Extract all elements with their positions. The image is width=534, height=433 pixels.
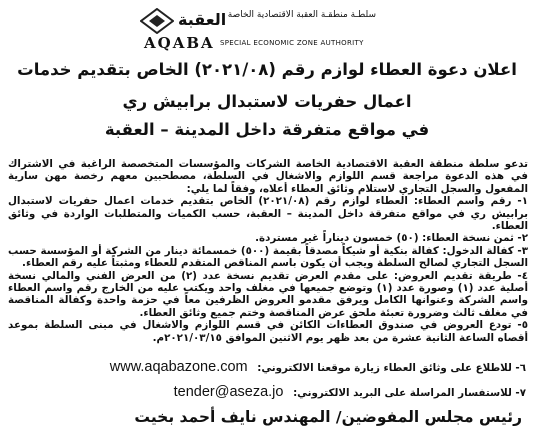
item-3: ٣- كفالة الدخول: كفالة بنكية أو شيكاً مصدقاً بقيمة (٥٠٠) خمسمائة دينار من الشركة أو المؤسسة حسب السجل التجاري لصالح السلطة ويجب أن يكون باسم المناقص المتقدم للعطاء ومثبتاً عليه رقم العطاء.	[8, 244, 528, 270]
item-4: ٤- طريقة تقديم العروض: على مقدم العرض تقديم نسخة عدد (٢) من العرض الفني والمالي نسخة أصلية عدد (١) وصورة عدد (١) وتوضع جميعها في مغلف واحد ويكتب عليه من الخارج رقم واسم العطاء واسم الشركة وعنوانها الكامل ويرفق مقدمو العروض الظرفين معاً في حزمة واحدة وكفالة المناقصة في مغلف ثالث وضرورة تعبئة ملحق عرض المناقصة وختم جميع وثائق العطاء.	[8, 269, 528, 319]
intro-paragraph: تدعو سلطة منطقة العقبة الاقتصادية الخاصة الشركات والمؤسسات المتخصصة الراغبة في الاشتراك في هذه الدعوة مراجعة قسم اللوازم والاشغال في السلطة، مصطحبين معهم رخصة مهن سارية المفعول والسجل التجاري لاستلام وثائق العطاء أعلاه، وفقاً لما يلي:	[8, 158, 528, 195]
aseza-logo	[0, 4, 534, 56]
item-2: ٢- ثمن نسخة العطاء: (٥٠) خمسون ديناراً غير مستردة.	[255, 232, 528, 245]
signature-line: رئيس مجلس المفوضين/ المهندس نايف أحمد بخيت	[134, 408, 522, 426]
item-6-label: ٦- للاطلاع على وثائق العطاء زيارة موقعنا الالكتروني:	[257, 362, 526, 374]
item-5: ٥- تودع العروض في صندوق العطاءات الكائن في قسم اللوازم والاشغال في مبنى السلطة بموعد أقصاه الساعة الثانية عشرة من بعد ظهر يوم الاثنين الموافق ٢٠٢١/٠٣/١٥م.	[8, 319, 528, 344]
announcement-subtitle: اعمال حفريات لاستبدال برابيش ري	[122, 92, 412, 111]
item-6	[110, 359, 526, 375]
email-link[interactable]: tender@aseza.jo	[173, 384, 284, 400]
item-7-label: ٧- للاستفسار المراسلة على البريد الالكتروني:	[293, 387, 526, 399]
item-7	[174, 384, 526, 400]
announcement-location: في مواقع متفرقة داخل المدينة – العقبة	[104, 120, 430, 139]
logo-arabic-name: العقبة	[178, 10, 227, 29]
website-link[interactable]: www.aqabazone.com	[109, 359, 248, 375]
tender-body	[8, 158, 528, 344]
item-1: ١- رقم واسم العطاء: العطاء لوازم رقم (٢٠٢١/٠٨) الخاص بتقديم خدمات اعمال حفريات لاستبدال برابيش ري في مواقع متفرقة داخل المدينة – العقبة، حسب الكميات والمتطلبات الواردة في وثائق العطاء.	[8, 195, 528, 233]
announcement-title: اعلان دعوة العطاء لوازم رقم (٢٠٢١/٠٨) الخاص بتقديم خدمات	[17, 60, 517, 79]
logo-english-subtitle: SPECIAL ECONOMIC ZONE AUTHORITY	[220, 39, 364, 47]
aqaba-logo-icon	[140, 8, 174, 34]
logo-english-name: AQABA	[144, 34, 215, 52]
logo-arabic-subtitle: سلطـة منطقـة العقبة الاقتصادية الخاصة	[227, 10, 376, 20]
